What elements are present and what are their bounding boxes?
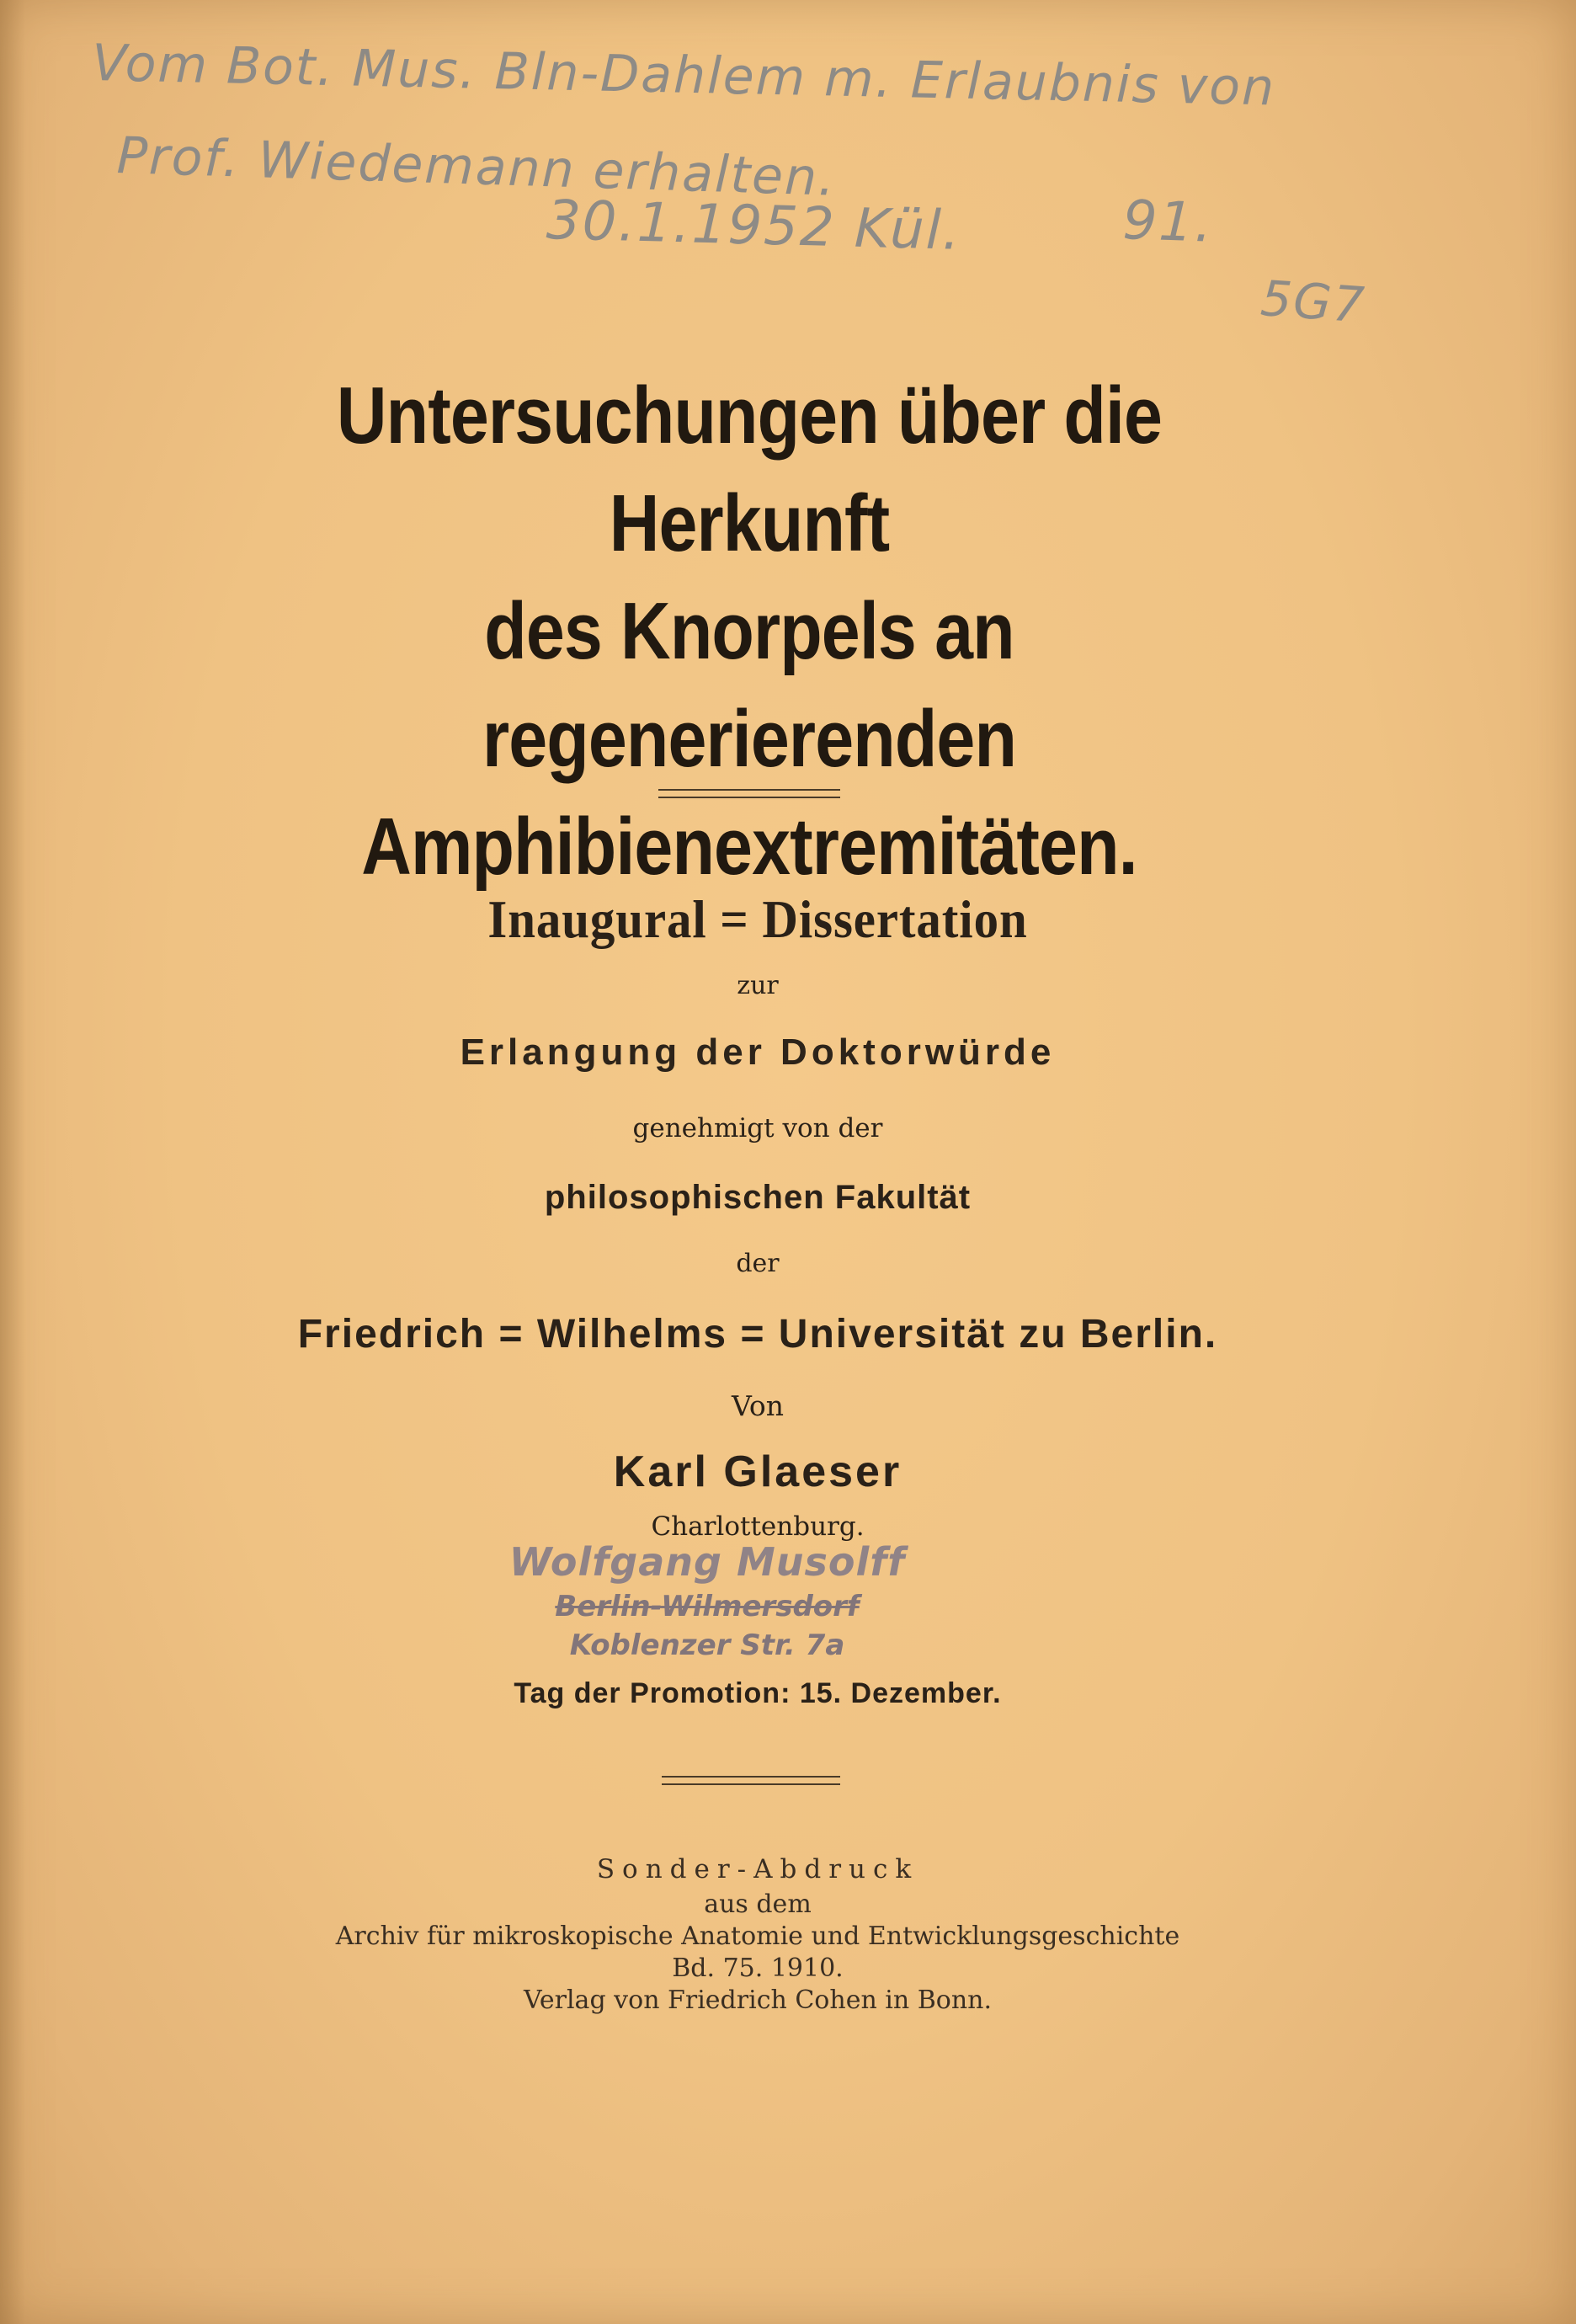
imprint-aus-dem: aus dem (704, 1890, 812, 1919)
handwritten-note-line-2: Prof. Wiedemann erhalten. (115, 126, 838, 208)
stamp-street: Koblenzer Str. 7a (569, 1628, 845, 1662)
imprint-publisher: Verlag von Friedrich Cohen in Bonn. (523, 1986, 993, 2015)
degree-purpose: Erlangung der Doktorwürde (460, 1031, 1056, 1073)
handwritten-number: 91. (1121, 189, 1215, 255)
author-place: Charlottenburg. (651, 1511, 865, 1542)
handwritten-shelf-mark: 5G7 (1259, 269, 1368, 334)
title-line-2: des Knorpels an regenerierenden (482, 586, 1017, 784)
zur-text: zur (737, 971, 779, 1000)
author-name: Karl Glaeser (613, 1447, 902, 1496)
stamp-city: Berlin-Wilmersdorf (555, 1590, 860, 1623)
university-name: Friedrich = Wilhelms = Universität zu Berlin. (297, 1312, 1218, 1357)
decorative-rule-bottom (662, 1776, 840, 1785)
document-title (279, 362, 1220, 901)
decorative-rule-top (658, 789, 840, 798)
stamp-name: Wolfgang Musolff (508, 1539, 906, 1585)
promotion-date: Tag der Promotion: 15. Dezember. (514, 1677, 1002, 1709)
ownership-stamp (488, 1537, 926, 1665)
dissertation-heading: Inaugural = Dissertation (487, 889, 1028, 949)
faculty-name: philosophischen Fakultät (544, 1179, 972, 1216)
approved-by-text: genehmigt von der (632, 1113, 883, 1143)
von-text: Von (732, 1389, 784, 1422)
der-text: der (736, 1249, 780, 1278)
imprint-block (0, 1850, 1515, 2017)
handwritten-note-line-1: Vom Bot. Mus. Bln-Dahlem m. Erlaubnis von (91, 34, 1276, 118)
title-line-3: Amphibienextremitäten. (361, 802, 1137, 892)
title-line-1: Untersuchungen über die Herkunft (336, 370, 1163, 568)
handwritten-date: 30.1.1952 Kül. (546, 189, 962, 263)
imprint-offprint: Sonder-Abdruck (596, 1854, 919, 1884)
imprint-journal: Archiv für mikroskopische Anatomie und Entwicklungsgeschichte (335, 1922, 1180, 1951)
imprint-volume: Bd. 75. 1910. (672, 1954, 844, 1983)
